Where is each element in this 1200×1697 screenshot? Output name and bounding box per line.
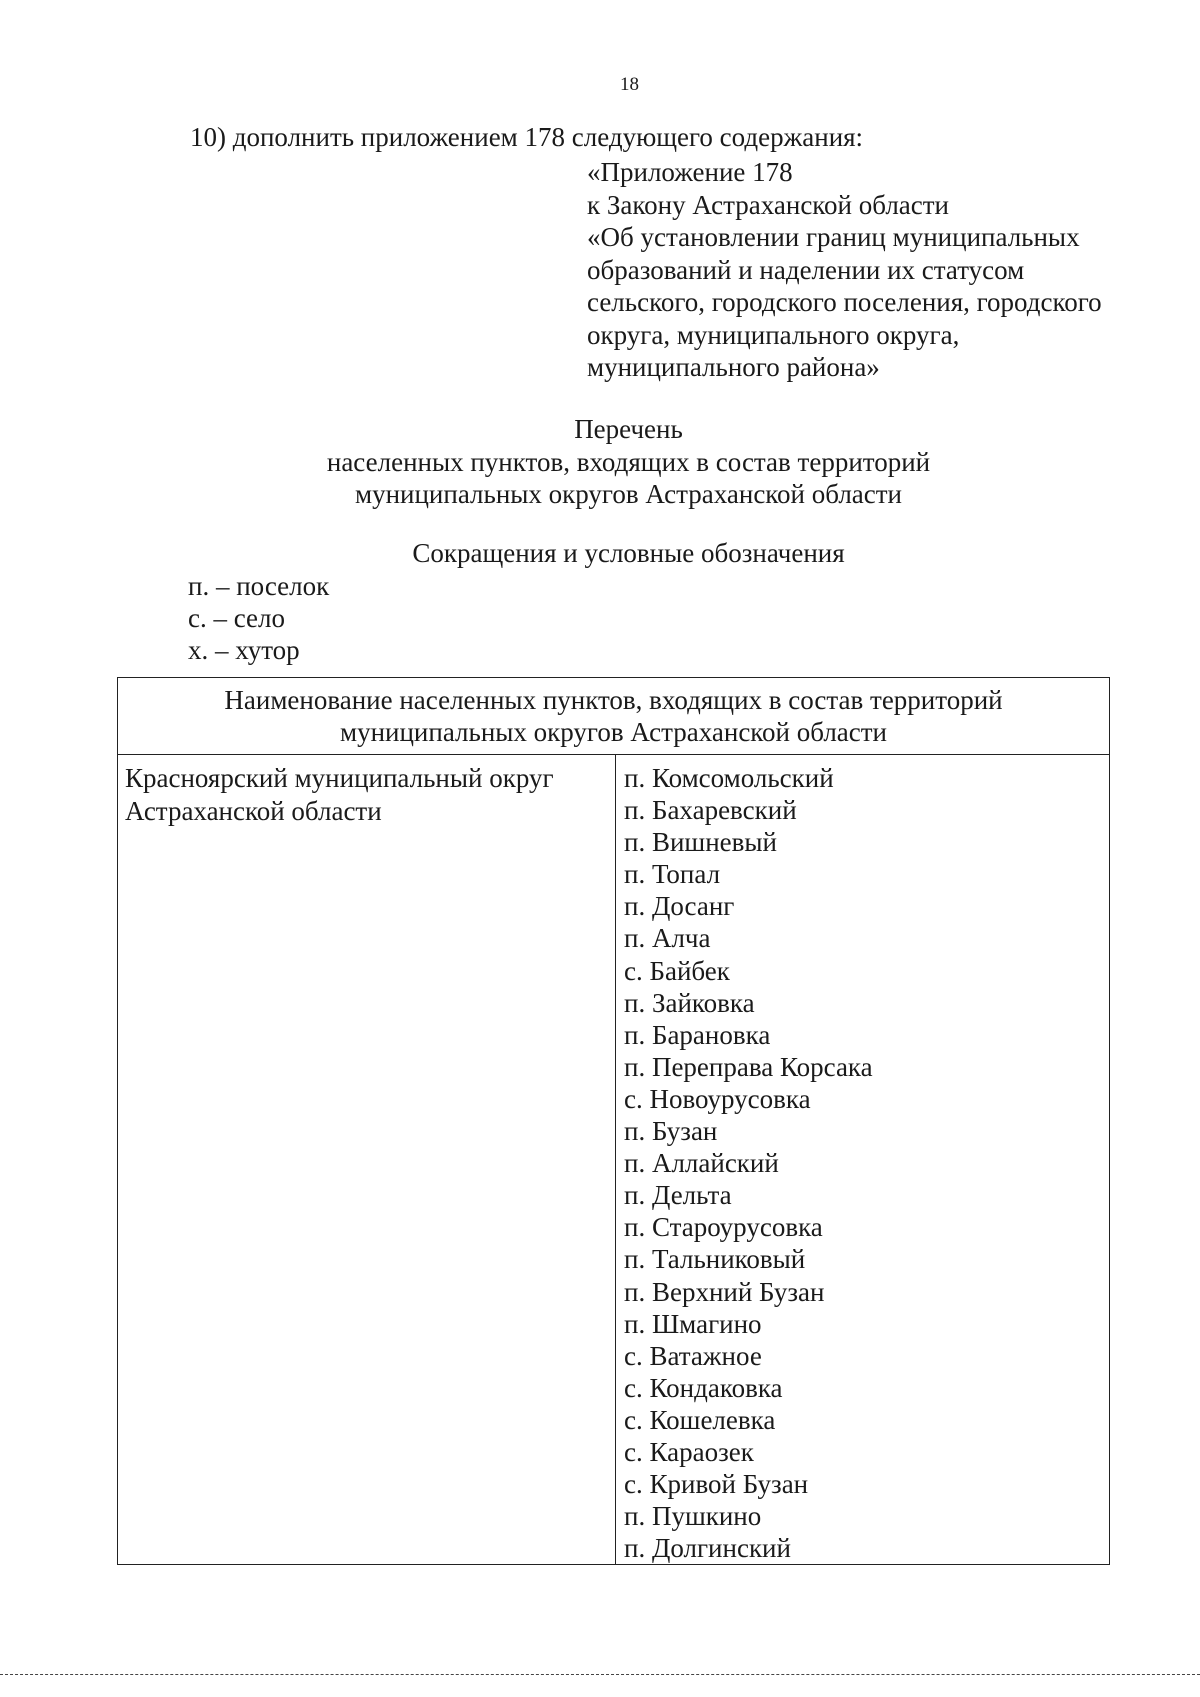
settlement-item: п. Досанг: [624, 891, 735, 922]
settlements-list: [624, 762, 873, 1564]
title-line: населенных пунктов, входящих в состав территорий: [326, 446, 931, 477]
settlement-item: п. Барановка: [624, 1019, 771, 1050]
settlement-item: с. Новоурусовка: [624, 1083, 811, 1114]
appendix-line: образований и наделении их статусом: [587, 254, 1025, 285]
settlement-item: п. Староурусовка: [624, 1212, 823, 1243]
abbreviation-item: с. – село: [188, 603, 286, 633]
abbreviations-heading: Сокращения и условные обозначения: [412, 538, 845, 568]
settlement-item: п. Пушкино: [624, 1501, 762, 1532]
table-header: [118, 678, 1109, 755]
intro-text: 10) дополнить приложением 178 следующего содержания:: [190, 122, 864, 152]
settlement-item: с. Кошелевка: [624, 1404, 776, 1435]
district-name: [125, 762, 554, 827]
table-header-line: Наименование населенных пунктов, входящих в состав территорий: [224, 685, 1003, 715]
settlement-item: п. Бузан: [624, 1116, 718, 1147]
settlement-item: п. Вишневый: [624, 827, 777, 858]
appendix-header: [587, 156, 1102, 384]
table-header-line: муниципальных округов Астраханской области: [339, 717, 888, 747]
settlement-item: п. Верхний Бузан: [624, 1276, 825, 1307]
district-line: Астраханской области: [125, 795, 382, 826]
settlement-item: п. Дельта: [624, 1180, 732, 1211]
settlement-item: п. Зайковка: [624, 987, 755, 1018]
page-bottom-rule: [0, 1674, 1200, 1675]
settlement-item: с. Караозек: [624, 1436, 754, 1467]
appendix-line: муниципального района»: [587, 352, 880, 382]
appendix-line: округа, муниципального округа,: [587, 319, 960, 350]
appendix-line: «Приложение 178: [587, 157, 793, 187]
settlement-item: п. Переправа Корсака: [624, 1051, 873, 1082]
district-line: Красноярский муниципальный округ: [125, 763, 554, 793]
settlement-item: п. Комсомольский: [624, 763, 834, 793]
settlement-item: п. Аллайский: [624, 1148, 779, 1179]
appendix-line: сельского, городского поселения, городского: [587, 287, 1102, 317]
settlement-item: п. Топал: [624, 859, 721, 890]
settlement-item: п. Шмагино: [624, 1308, 762, 1339]
appendix-line: «Об установлении границ муниципальных: [587, 222, 1080, 252]
settlement-item: п. Бахаревский: [624, 795, 797, 826]
page-number: 18: [620, 74, 639, 95]
abbreviation-item: х. – хутор: [188, 635, 300, 665]
settlement-item: с. Кондаковка: [624, 1372, 783, 1403]
settlement-item: п. Алча: [624, 923, 711, 954]
document-title: [0, 413, 1200, 511]
column-divider: [615, 755, 616, 1564]
title-line: муниципальных округов Астраханской области: [354, 479, 903, 509]
settlement-item: с. Байбек: [624, 955, 730, 986]
settlement-item: с. Ватажное: [624, 1340, 762, 1371]
settlement-item: п. Тальниковый: [624, 1244, 806, 1275]
settlements-table: [117, 677, 1110, 1565]
settlement-item: с. Кривой Бузан: [624, 1469, 809, 1500]
title-line: Перечень: [574, 414, 683, 444]
abbreviation-item: п. – поселок: [188, 571, 330, 601]
appendix-line: к Закону Астраханской области: [587, 189, 950, 220]
settlement-item: п. Долгинский: [624, 1533, 791, 1564]
abbreviations-list: [188, 570, 329, 666]
